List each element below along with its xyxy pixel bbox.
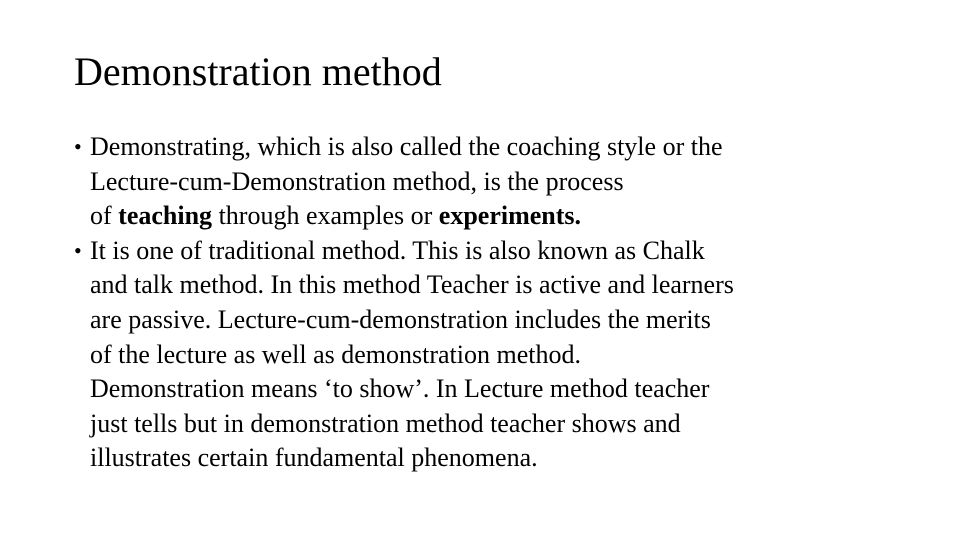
bullet-item-definition bbox=[74, 130, 904, 234]
bullet-marker: • bbox=[74, 134, 82, 159]
bullet-item-description bbox=[74, 234, 904, 476]
bullet-text-line: Lecture-cum-Demonstration method, is the process bbox=[90, 166, 624, 196]
slide-title: Demonstration method bbox=[74, 49, 442, 94]
bullet-list bbox=[74, 130, 904, 476]
bullet-text-line: of the lecture as well as demonstration method. bbox=[90, 339, 581, 369]
bullet-text-line bbox=[90, 199, 904, 234]
bold-term-experiments: experiments. bbox=[438, 201, 582, 231]
bullet-text-line: are passive. Lecture-cum-demonstration includes the merits bbox=[90, 304, 711, 334]
text-segment: of bbox=[90, 201, 119, 231]
bullet-marker: • bbox=[74, 237, 82, 263]
bullet-text-line: Demonstrating, which is also called the coaching style or the bbox=[90, 132, 723, 161]
bullet-text-line: It is one of traditional method. This is also known as Chalk bbox=[90, 235, 705, 265]
text-segment: through examples or bbox=[212, 201, 439, 231]
bullet-text-line: just tells but in demonstration method teacher shows and bbox=[90, 408, 681, 438]
bullet-text-line: Demonstration means ‘to show’. In Lecture method teacher bbox=[90, 374, 710, 404]
bold-term-teaching: teaching bbox=[118, 201, 213, 231]
bullet-text-line: and talk method. In this method Teacher is active and learners bbox=[90, 270, 734, 300]
bullet-text-line: illustrates certain fundamental phenomena. bbox=[90, 443, 538, 473]
